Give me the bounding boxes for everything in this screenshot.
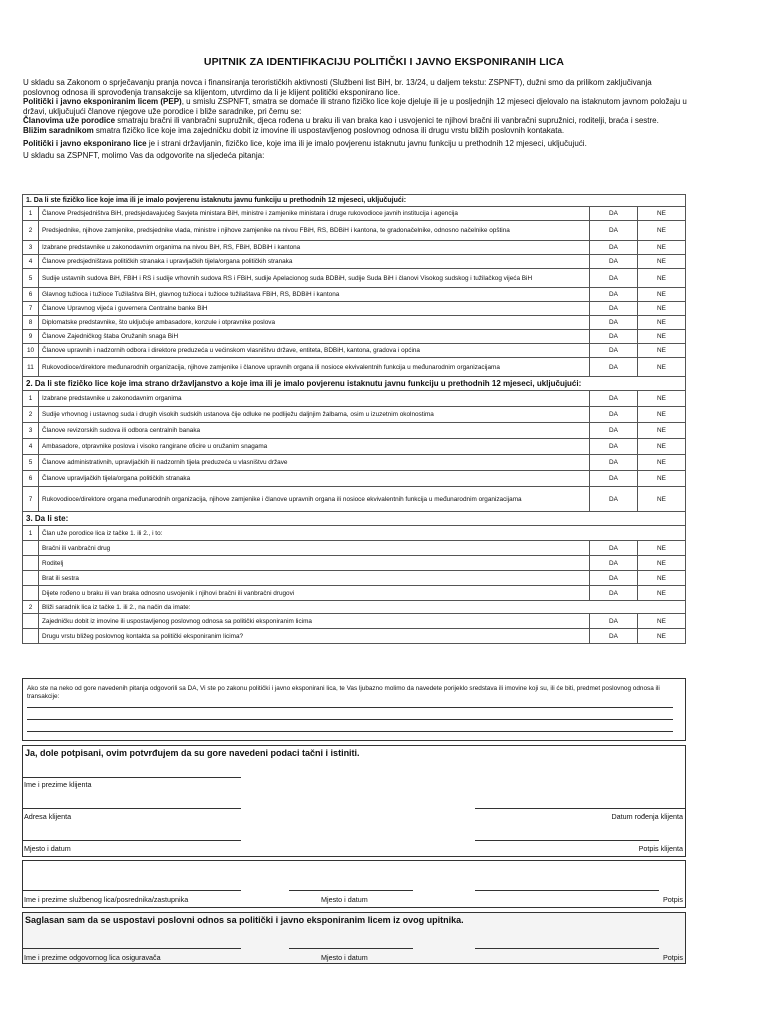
source-of-funds-line-1[interactable] bbox=[27, 707, 673, 708]
question-number: 2 bbox=[23, 221, 39, 241]
intro-paragraph-foreign: Politički i javno eksponirano lice je i strani državljanin, fizičko lice, koje ima ili je imalo povjerenu istaknutu javnu funkciju u prethodnih 12 mjeseci, uključujući. bbox=[23, 138, 587, 148]
section-2-row bbox=[23, 439, 686, 455]
question-text: Predsjednike, njihove zamjenike, predsjednike vlada, ministre i njihove zamjenike na nivou FBiH, RS, BDBiH i kantona, te gradonačelnike, odnosno načelnike opština bbox=[39, 221, 590, 241]
answer-ne-option[interactable]: NE bbox=[637, 221, 685, 241]
section-1-row bbox=[23, 269, 686, 288]
question-number: 5 bbox=[23, 455, 39, 471]
agent-signature-line[interactable] bbox=[475, 890, 659, 891]
intro-paragraph-pep: Politički i javno eksponiranim licem (PEP), u smislu ZSPNFT, smatra se domaće ili strano fizičko lice koje djeluje ili je u posljednjih 12 mjeseci djelovalo na istaknutom javnom položaju u državi, uključujući članove njegove uže porodice i bliže saradnike, pri čemu se: bbox=[23, 97, 687, 116]
pep-source-instruction: Ako ste na neko od gore navedenih pitanja odgovorili sa DA, Vi ste po zakonu politički i javno eksponirani lica, te Vas ljubazno molimo da navedete porijeklo sredstava ili imovine koji su, ili će biti, predmet poslovnog odnosa ili transakcije: bbox=[27, 685, 660, 700]
answer-ne-option[interactable]: NE bbox=[637, 455, 685, 471]
question-text: Članove upravnih i nadzornih odbora i direktore preduzeća u većinskom vlasništvu države, entiteta, BDBiH, kantona, gradova i općina bbox=[39, 344, 590, 358]
question-text: Zajedničku dobit iz imovine ili uspostavljenog poslovnog odnosa sa politički eksponiranim licima bbox=[39, 614, 590, 629]
section-3-heading-text: 3. Da li ste: bbox=[23, 512, 686, 526]
answer-da-option[interactable]: DA bbox=[589, 302, 637, 316]
question-number bbox=[23, 586, 39, 601]
answer-ne-option[interactable]: NE bbox=[637, 391, 685, 407]
answer-ne-option[interactable]: NE bbox=[637, 288, 685, 302]
section-2-row bbox=[23, 407, 686, 423]
answer-ne-option[interactable]: NE bbox=[637, 207, 685, 221]
answer-ne-option[interactable]: NE bbox=[637, 241, 685, 255]
answer-ne-option[interactable]: NE bbox=[637, 407, 685, 423]
section-3-family-row bbox=[23, 571, 686, 586]
insurer-name-line[interactable] bbox=[23, 948, 241, 949]
section-2-row bbox=[23, 391, 686, 407]
question-text: Diplomatske predstavnike, što uključuje ambasadore, konzule i otpravnike poslova bbox=[39, 316, 590, 330]
document-title: UPITNIK ZA IDENTIFIKACIJU POLITIČKI I JAVNO EKSPONIRANIH LICA bbox=[203, 56, 565, 68]
answer-ne-option[interactable]: NE bbox=[637, 614, 685, 629]
answer-ne-option[interactable]: NE bbox=[637, 541, 685, 556]
section-2-heading-text: 2. Da li ste fizičko lice koje ima strano državljanstvo a koje ima ili je imalo povjerenu istaknutu javnu funkciju u prethodnih 12 mjeseci, uključujući: bbox=[23, 377, 686, 391]
question-number: 4 bbox=[23, 255, 39, 269]
question-number bbox=[23, 541, 39, 556]
question-text: Rukovodioce/direktore međunarodnih organizacija, njihove zamjenike i članove upravnih organa ili nosioce ekvivalentnih funkcija u međunarodnim organizacijama bbox=[39, 358, 590, 377]
intro-paragraph-law: U skladu sa Zakonom o sprječavanju pranja novca i finansiranja terorističkih aktivnosti (Službeni list BiH, br. 13/24, u daljem tekstu: ZSPNFT), dužni smo da prilikom zaključivanja poslovnog odnosa ili sprovođenja transakcije sa klijentom, utvrdimo da li je klijent politički eksponirano lice. bbox=[23, 78, 652, 97]
client-name-line[interactable] bbox=[23, 777, 241, 778]
answer-ne-option[interactable]: NE bbox=[637, 487, 685, 512]
section-2-row bbox=[23, 423, 686, 439]
question-number bbox=[23, 629, 39, 644]
answer-da-option[interactable]: DA bbox=[589, 439, 637, 455]
question-number: 4 bbox=[23, 439, 39, 455]
answer-da-option[interactable]: DA bbox=[589, 221, 637, 241]
section-3-associate-row bbox=[23, 614, 686, 629]
question-number: 7 bbox=[23, 302, 39, 316]
question-text: Drugu vrstu bližeg poslovnog kontakta sa politički eksponiranim licima? bbox=[39, 629, 590, 644]
answer-ne-option[interactable]: NE bbox=[637, 629, 685, 644]
question-text: Članove Predsjedništva BiH, predsjedavajućeg Savjeta ministara BiH, ministre i zamjenike ministara i druge rukovodioce javnih institucija i agencija bbox=[39, 207, 590, 221]
answer-da-option[interactable]: DA bbox=[589, 344, 637, 358]
section-1-row bbox=[23, 221, 686, 241]
answer-da-option[interactable]: DA bbox=[589, 407, 637, 423]
question-text: Sudije ustavnih sudova BiH, FBiH i RS i sudije vrhovnih sudova RS i FBiH, sudije Apelacionog suda BDBiH, sudije Suda BiH i članovi Visokog sudskog i tužilačkog vijeća BiH bbox=[39, 269, 590, 288]
client-birthdate-label: Datum rođenja klijenta bbox=[611, 812, 683, 821]
question-number: 6 bbox=[23, 288, 39, 302]
answer-da-option[interactable]: DA bbox=[589, 541, 637, 556]
answer-ne-option[interactable]: NE bbox=[637, 471, 685, 487]
question-number: 8 bbox=[23, 316, 39, 330]
question-text: Glavnog tužioca i tužioce Tužilaštva BiH, glavnog tužioca i tužioce tužilaštava FBiH, RS, BDBiH i kantona bbox=[39, 288, 590, 302]
answer-da-option[interactable]: DA bbox=[589, 316, 637, 330]
question-number: 2 bbox=[23, 407, 39, 423]
question-text: Članove predsjedništava političkih stranaka i upravljačkih tijela/organa političkih stranaka bbox=[39, 255, 590, 269]
question-text: Članove Upravnog vijeća i guvernera Centralne banke BiH bbox=[39, 302, 590, 316]
answer-ne-option[interactable]: NE bbox=[637, 302, 685, 316]
question-text: Rukovodioce/direktore organa međunarodnih organizacija, njihove zamjenike i članove upravnih organa ili nosioce ekvivalentnih funkcija u međunarodnim organizacijama bbox=[39, 487, 590, 512]
intro-paragraph-family: Članovima uže porodice smatraju bračni ili vanbračni supružnik, djeca rođena u braku ili van braka kao i usvojenici te njihovi bračni ili vanbračni supružnici, roditelji, braća i sestre. bbox=[23, 116, 659, 126]
answer-ne-option[interactable]: NE bbox=[637, 316, 685, 330]
question-text: Članove Zajedničkog štaba Oružanih snaga BiH bbox=[39, 330, 590, 344]
question-number: 1 bbox=[23, 207, 39, 221]
insurer-signature-line[interactable] bbox=[475, 948, 659, 949]
answer-da-option[interactable]: DA bbox=[589, 471, 637, 487]
consent-heading: Saglasan sam da se uspostavi poslovni odnos sa politički i javno eksponiranim licem iz ovog upitnika. bbox=[25, 915, 464, 925]
answer-da-option[interactable]: DA bbox=[589, 269, 637, 288]
agent-place-date-line[interactable] bbox=[289, 890, 413, 891]
intro-text bbox=[23, 78, 688, 161]
section-3-heading bbox=[23, 512, 686, 526]
section-1-row bbox=[23, 255, 686, 269]
agent-signature-label: Potpis bbox=[663, 895, 683, 904]
section-1-heading bbox=[23, 195, 686, 207]
section-2-row bbox=[23, 471, 686, 487]
question-number: 1 bbox=[23, 391, 39, 407]
question-number bbox=[23, 556, 39, 571]
answer-da-option[interactable]: DA bbox=[589, 391, 637, 407]
questionnaire-table bbox=[22, 194, 686, 644]
intro-paragraph-request: U skladu sa ZSPNFT, molimo Vas da odgovorite na sljedeća pitanja: bbox=[23, 151, 265, 161]
section-1-row bbox=[23, 344, 686, 358]
section-2-row bbox=[23, 455, 686, 471]
client-declaration-box bbox=[22, 745, 686, 857]
question-text: Članove upravljačkih tijela/organa političkih stranaka bbox=[39, 471, 590, 487]
client-place-date-label: Mjesto i datum bbox=[24, 844, 71, 853]
section-3-subheading bbox=[23, 526, 686, 541]
agent-name-line[interactable] bbox=[23, 890, 241, 891]
question-number bbox=[23, 614, 39, 629]
question-number: 9 bbox=[23, 330, 39, 344]
section-1-heading-text: 1. Da li ste fizičko lice koje ima ili je imalo povjerenu istaknutu javnu funkciju u prethodnih 12 mjeseci, uključujući: bbox=[23, 195, 686, 207]
answer-da-option[interactable]: DA bbox=[589, 455, 637, 471]
section-1-row bbox=[23, 358, 686, 377]
questionnaire-body bbox=[23, 195, 686, 644]
section-1-row bbox=[23, 241, 686, 255]
question-number: 7 bbox=[23, 487, 39, 512]
question-number bbox=[23, 571, 39, 586]
client-place-date-line[interactable] bbox=[23, 840, 241, 841]
section-1-row bbox=[23, 207, 686, 221]
answer-ne-option[interactable]: NE bbox=[637, 571, 685, 586]
section-1-row bbox=[23, 316, 686, 330]
answer-ne-option[interactable]: NE bbox=[637, 358, 685, 377]
agent-signature-box bbox=[22, 860, 686, 908]
section-1-row bbox=[23, 288, 686, 302]
answer-ne-option[interactable]: NE bbox=[637, 269, 685, 288]
insurer-place-date-label: Mjesto i datum bbox=[321, 953, 368, 962]
question-text: Član uže porodice lica iz tačke 1. ili 2., i to: bbox=[39, 526, 686, 541]
answer-da-option[interactable]: DA bbox=[589, 487, 637, 512]
answer-ne-option[interactable]: NE bbox=[637, 439, 685, 455]
section-3-family-row bbox=[23, 556, 686, 571]
client-address-line[interactable] bbox=[23, 808, 241, 809]
question-number: 3 bbox=[23, 423, 39, 439]
answer-ne-option[interactable]: NE bbox=[637, 586, 685, 601]
section-2-heading bbox=[23, 377, 686, 391]
question-text: Izabrane predstavnike u zakonodavnim organima bbox=[39, 391, 590, 407]
question-number: 10 bbox=[23, 344, 39, 358]
answer-da-option[interactable]: DA bbox=[589, 423, 637, 439]
client-signature-label: Potpis klijenta bbox=[638, 844, 683, 853]
answer-da-option[interactable]: DA bbox=[589, 207, 637, 221]
answer-ne-option[interactable]: NE bbox=[637, 423, 685, 439]
client-name-label: Ime i prezime klijenta bbox=[24, 780, 92, 789]
answer-da-option[interactable]: DA bbox=[589, 330, 637, 344]
question-text: Članove administrativnih, upravljačkih ili nadzornih tijela preduzeća u vlasništvu države bbox=[39, 455, 590, 471]
question-text: Izabrane predstavnike u zakonodavnim organima na nivou BiH, RS, FBiH, BDBiH i kantona bbox=[39, 241, 590, 255]
source-of-funds-line-2[interactable] bbox=[27, 719, 673, 720]
answer-da-option[interactable]: DA bbox=[589, 629, 637, 644]
answer-da-option[interactable]: DA bbox=[589, 586, 637, 601]
question-text: Bračni ili vanbračni drug bbox=[39, 541, 590, 556]
client-signature-line[interactable] bbox=[475, 840, 659, 841]
section-3-family-row bbox=[23, 541, 686, 556]
insurer-place-date-line[interactable] bbox=[289, 948, 413, 949]
declaration-heading: Ja, dole potpisani, ovim potvrđujem da su gore navedeni podaci tačni i istiniti. bbox=[25, 748, 360, 758]
source-of-funds-line-3[interactable] bbox=[27, 731, 673, 732]
answer-da-option[interactable]: DA bbox=[589, 614, 637, 629]
answer-da-option[interactable]: DA bbox=[589, 556, 637, 571]
answer-ne-option[interactable]: NE bbox=[637, 556, 685, 571]
section-1-row bbox=[23, 302, 686, 316]
question-text: Roditelj bbox=[39, 556, 590, 571]
answer-da-option[interactable]: DA bbox=[589, 571, 637, 586]
section-3-associate-row bbox=[23, 629, 686, 644]
question-text: Članove revizorskih sudova ili odbora centralnih banaka bbox=[39, 423, 590, 439]
question-number: 5 bbox=[23, 269, 39, 288]
intro-paragraph-associate: Bližim saradnikom smatra fizičko lice koje ima zajedničku dobit iz imovine ili uspostavljenog poslovnog odnosa ili drugu vrstu bližih poslovnih kontakata. bbox=[23, 125, 565, 135]
answer-da-option[interactable]: DA bbox=[589, 241, 637, 255]
agent-name-label: Ime i prezime službenog lica/posrednika/zastupnika bbox=[24, 895, 189, 904]
question-number: 2 bbox=[23, 601, 39, 614]
question-number: 11 bbox=[23, 358, 39, 377]
section-2-row bbox=[23, 487, 686, 512]
answer-da-option[interactable]: DA bbox=[589, 255, 637, 269]
section-3-subheading bbox=[23, 601, 686, 614]
question-text: Brat ili sestra bbox=[39, 571, 590, 586]
question-number: 3 bbox=[23, 241, 39, 255]
insurer-consent-box bbox=[22, 912, 686, 964]
insurer-name-label: Ime i prezime odgovornog lica osiguravača bbox=[24, 953, 161, 962]
question-text: Dijete rođeno u braku ili van braka odnosno usvojenik i njihovi bračni ili vanbračni drugovi bbox=[39, 586, 590, 601]
section-3-family-row bbox=[23, 586, 686, 601]
question-text: Bliži saradnik lica iz tačke 1. ili 2., na način da imate: bbox=[39, 601, 686, 614]
answer-ne-option[interactable]: NE bbox=[637, 255, 685, 269]
question-text: Ambasadore, otpravnike poslova i visoko rangirane oficire u oružanim snagama bbox=[39, 439, 590, 455]
insurer-signature-label: Potpis bbox=[663, 953, 683, 962]
answer-ne-option[interactable]: NE bbox=[637, 330, 685, 344]
client-address-label: Adresa klijenta bbox=[24, 812, 72, 821]
answer-da-option[interactable]: DA bbox=[589, 288, 637, 302]
section-1-row bbox=[23, 330, 686, 344]
question-number: 1 bbox=[23, 526, 39, 541]
client-birthdate-line[interactable] bbox=[475, 808, 685, 809]
answer-da-option[interactable]: DA bbox=[589, 358, 637, 377]
question-text: Sudije vrhovnog i ustavnog suda i drugih visokih sudskih ustanova čije odluke ne podliježu daljnjim žalbama, osim u izuzetnim okolnostima bbox=[39, 407, 590, 423]
question-number: 6 bbox=[23, 471, 39, 487]
pep-source-of-funds-box bbox=[22, 678, 686, 741]
answer-ne-option[interactable]: NE bbox=[637, 344, 685, 358]
agent-place-date-label: Mjesto i datum bbox=[321, 895, 368, 904]
